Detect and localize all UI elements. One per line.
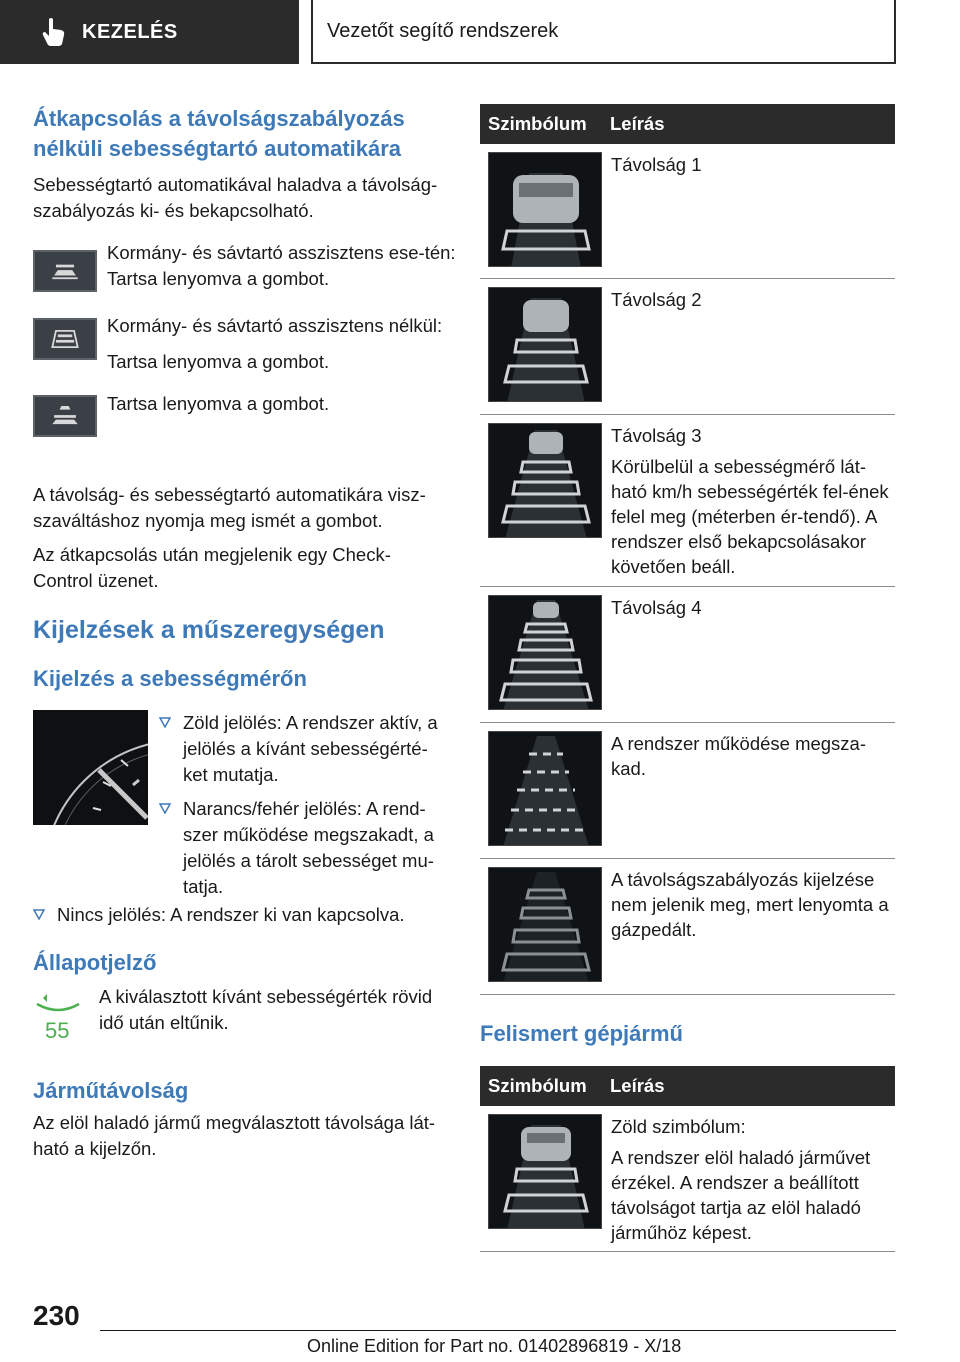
distance-2-icon [488,287,602,402]
row-extra-text: A rendszer elöl haladó járművet érzékel. A rendszer a beállított távolságot tartja az elöl haladó járműhöz képest. [611,1147,871,1243]
section-heading: Kijelzések a műszeregységen [33,616,385,644]
footer-divider [100,1330,896,1331]
button-instruction: Tartsa lenyomva a gombot. [107,393,330,414]
page-number: 230 [33,1300,80,1331]
subsection-heading: Kijelzés a sebességmérőn [33,666,307,691]
system-interrupted-icon [488,731,602,846]
table-header [480,1066,895,1106]
column-header: Szimbólum [488,113,587,134]
table-row [480,859,895,995]
column-header: Szimbólum [488,1075,587,1096]
status-text: A kiválasztott kívánt sebességérték rövid idő után eltűnik. [99,986,433,1033]
triangle-bullet-icon [33,908,45,920]
column-header: Leírás [610,113,665,134]
row-description [611,287,891,318]
distance-1-icon [488,152,602,267]
header-section-tab [0,0,299,64]
paragraph: A távolság- és sebességtartó automatikára visz-szaváltáshoz nyomja meg ismét a gombot. [33,484,426,531]
row-extra-text: Körülbelül a sebességmérő lát-ható km/h sebességérték fel-ének felel meg (méterben ér-tendő). A rendszer első bekapcsolásakor követően beáll. [611,456,889,577]
status-speed-value: 55 [45,1018,70,1042]
distance-button-icon [33,318,97,360]
bullet-text: Nincs jelölés: A rendszer ki van kapcsolva. [57,904,405,925]
row-description [611,152,891,183]
vehicle-detected-table [480,1066,895,1252]
table-header [480,104,895,144]
left-column [33,104,456,1162]
row-text: Távolság 2 [611,289,702,310]
row-text: Zöld szimbólum: [611,1116,746,1137]
row-description [611,731,891,787]
speedometer-image [33,710,148,825]
row-description [611,423,891,585]
header-section-label: KEZELÉS [82,20,178,43]
list-item [33,902,453,928]
section-heading: Felismert gépjármű [480,1021,683,1046]
button-instruction: Tartsa lenyomva a gombot. [107,351,330,372]
table-row [480,723,895,859]
row-text: Távolság 4 [611,597,702,618]
distance-3-icon [488,423,602,538]
header-chapter-label: Vezetőt segítő rendszerek [327,19,559,42]
table-row [480,279,895,415]
column-header: Leírás [610,1075,665,1096]
hand-pointer-icon [40,17,68,47]
table-row [480,587,895,723]
row-description [611,595,891,626]
row-description [611,1114,891,1251]
accelerator-override-icon [488,867,602,982]
triangle-bullet-icon [159,716,171,728]
button-instruction: Kormány- és sávtartó asszisztens nélkül: [107,315,443,336]
table-row [480,415,895,587]
row-description [611,867,891,948]
section-heading: Átkapcsolás a távolságszabályozás nélküli sebességtartó automatikára [33,106,405,161]
bullet-text: Zöld jelölés: A rendszer aktív, a jelölés a kívánt sebességérté-ket mutatja. [183,712,438,785]
row-text: A távolságszabályozás kijelzése nem jelenik meg, mert lenyomta a gázpedált. [611,869,889,940]
row-text: A rendszer működése megsza-kad. [611,733,867,779]
triangle-bullet-icon [159,802,171,814]
bullet-text: Narancs/fehér jelölés: A rend-szer működése megszakadt, a jelölés a tárolt sebességet mu-tatja. [183,798,434,897]
header-chapter [311,0,896,64]
list-item [159,710,451,788]
edition-text: Online Edition for Part no. 01402896819 - X/18 [307,1336,682,1356]
list-item [159,796,451,900]
vehicle-detected-icon [488,1114,602,1229]
table-row [480,144,895,279]
subsection-heading: Járműtávolság [33,1078,189,1103]
subsection-heading: Állapotjelző [33,950,157,975]
table-row [480,1106,895,1252]
row-text: Távolság 1 [611,154,702,175]
button-instruction: Kormány- és sávtartó asszisztens ese-tén: Tartsa lenyomva a gombot. [107,242,456,289]
cruise-button-icon [33,395,97,437]
intro-text: Sebességtartó automatikával haladva a távolság-szabályozás ki- és bekapcsolható. [33,174,438,221]
paragraph: Az átkapcsolás után megjelenik egy Check-Control üzenet. [33,544,391,591]
steering-lane-assist-button-icon [33,250,97,292]
row-text: Távolság 3 [611,425,702,446]
paragraph: Az elöl haladó jármű megválasztott távolsága lát-ható a kijelzőn. [33,1112,436,1159]
distance-4-icon [488,595,602,710]
status-indicator-icon [33,994,83,1042]
symbols-table [480,104,895,995]
